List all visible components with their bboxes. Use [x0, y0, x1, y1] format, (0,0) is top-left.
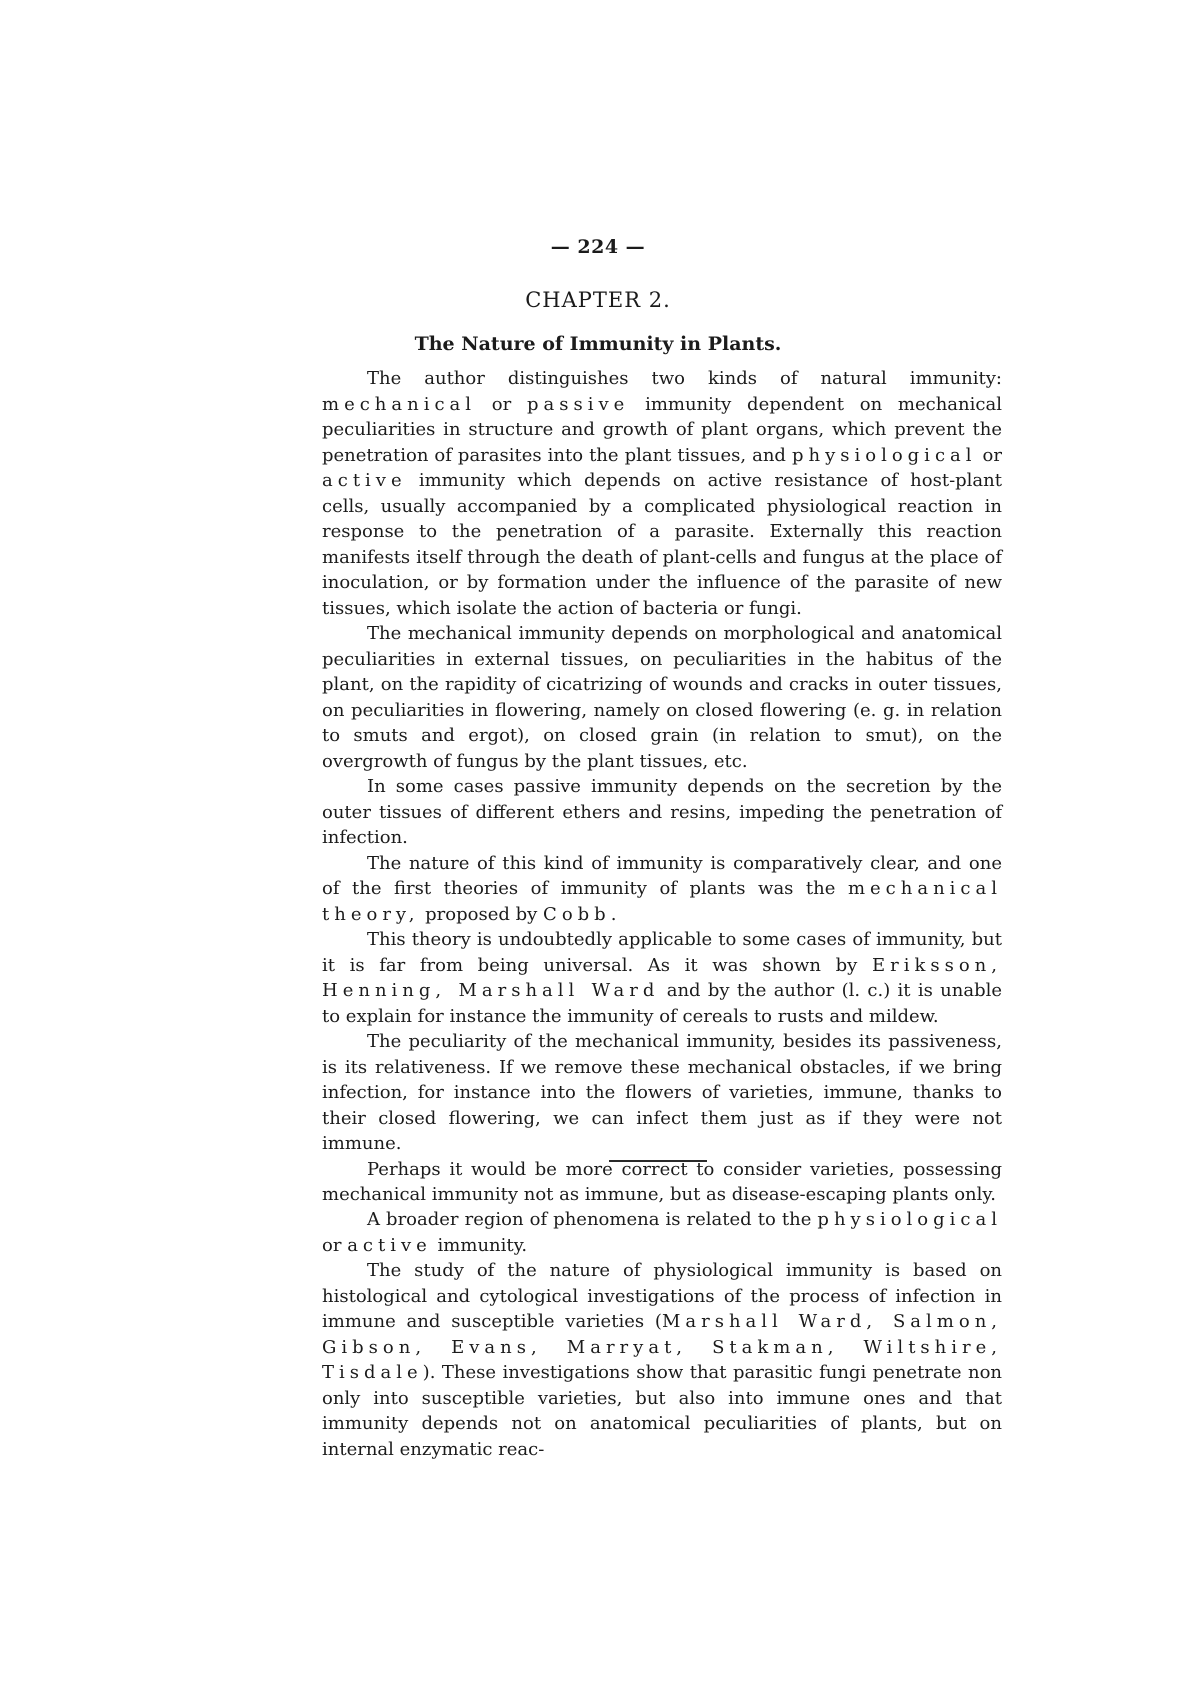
- emphasis-term: mechanical theory,: [322, 878, 1002, 925]
- author-names: Marshall Ward, Salmon, Gibson, Evans, Marryat, Stakman, Wiltshire, Tisdale: [322, 1311, 1003, 1383]
- paragraph: The author distinguishes two kinds of natural immunity: mechanical or passive immunity dependent on mechanical peculiarities in structure and growth of plant organs, which prevent the penetration of parasites into the plant tissues, and physiological or active immunity which depends on active resistance of host-plant cells, usually accompanied by a complicated physiological reaction in response to the penetration of a parasite. Externally this reaction manifests itself through the death of plant-cells and fungus at the place of inoculation, or by formation under the influence of the parasite of new tissues, which isolate the action of bacteria or fungi.: [322, 368, 1002, 619]
- paragraph: In some cases passive immunity depends on the secretion by the outer tissues of different ethers and resins, impeding the penetration of infection.: [322, 776, 1002, 848]
- section-mechanical-immunity: [322, 366, 1002, 1208]
- paragraph: The nature of this kind of immunity is comparatively clear, and one of the first theories of immunity of plants was the mechanical theory, proposed by Cobb.: [322, 852, 1002, 925]
- chapter-heading: CHAPTER 2.: [525, 288, 671, 312]
- emphasis-term: active: [347, 1234, 432, 1256]
- section-physiological-immunity: [322, 1207, 1002, 1462]
- chapter-title: The Nature of Immunity in Plants.: [414, 333, 782, 355]
- author-name: Cobb.: [543, 903, 622, 925]
- section-divider: [609, 1160, 707, 1162]
- emphasis-term: passive: [527, 393, 630, 415]
- emphasis-term: physiological: [791, 444, 977, 466]
- paragraph: The study of the nature of physiological immunity is based on histological and cytological investigations of the process of infection in immune and susceptible varieties (Marshall Ward, Salmon, Gibson, Evans, Marryat, Stakman, Wiltshire, Tisdale). These investigations show that parasitic fungi penetrate non only into susceptible varieties, but also into immune ones and that immunity depends not on anatomical peculiarities of plants, but on internal enzymatic reac-: [322, 1260, 1003, 1460]
- paragraph: The peculiarity of the mechanical immunity, besides its passiveness, is its relativeness. If we remove these mechanical obstacles, if we bring infection, for instance into the flowers of varieties, immune, thanks to their closed flowering, we can infect them just as if they were not immune.: [322, 1031, 1002, 1154]
- paragraph: Perhaps it would be more correct to consider varieties, possessing mechanical immunity not as immune, but as disease-escaping plants only.: [322, 1158, 1002, 1205]
- emphasis-term: active: [322, 470, 407, 491]
- paragraph: The mechanical immunity depends on morphological and anatomical peculiarities in external tissues, on peculiarities in the habitus of the plant, on the rapidity of cicatrizing of wounds and cracks in outer tissues, on peculiarities in flowering, namely on closed flowering (e. g. in relation to smuts and ergot), on closed grain (in relation to smut), on the overgrowth of fungus by the plant tissues, etc.: [322, 623, 1002, 772]
- emphasis-term: physiological: [817, 1209, 1002, 1230]
- emphasis-term: mechanical: [322, 393, 477, 415]
- paragraph: This theory is undoubtedly applicable to some cases of immunity, but it is far from being universal. As it was shown by Eriksson, Henning, Marshall Ward and by the author (l. c.) it is unable to explain for instance the immunity of cereals to rusts and mildew.: [322, 929, 1003, 1027]
- page-number: — 224 —: [550, 236, 646, 258]
- author-names: Eriksson, Henning, Marshall Ward: [322, 954, 1002, 1001]
- paragraph: A broader region of phenomena is related to the physiological or active immunity.: [322, 1209, 1002, 1256]
